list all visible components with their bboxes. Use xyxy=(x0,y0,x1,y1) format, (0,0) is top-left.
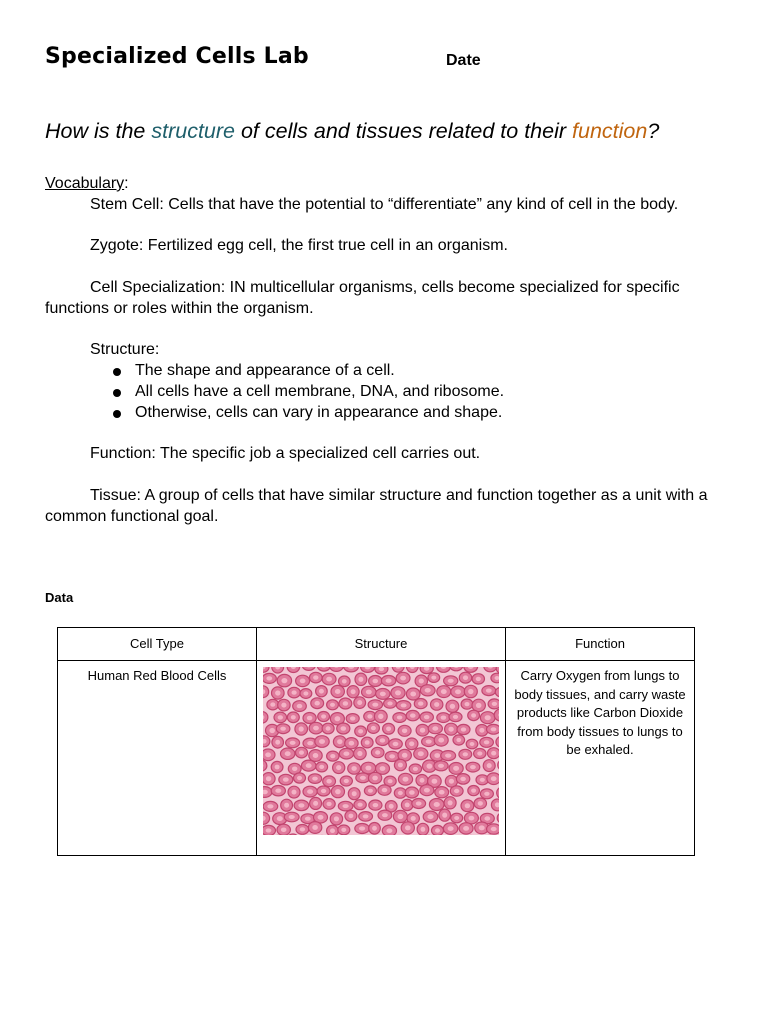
tissue-definition: Tissue: A group of cells that have similar structure and function together as a unit with a common functional goal. xyxy=(45,486,708,525)
vocabulary-section xyxy=(45,174,735,528)
structure-heading: Structure: xyxy=(90,341,160,359)
function-value: Carry Oxygen from lungs to body tissues, and carry waste products like Carbon Dioxide from body tissues to lungs to be exhaled. xyxy=(506,661,695,856)
vocabulary-colon: : xyxy=(124,175,129,192)
table-header-row xyxy=(58,628,695,661)
list-item: Otherwise, cells can vary in appearance and shape. xyxy=(135,403,735,424)
cell-type-value: Human Red Blood Cells xyxy=(58,661,257,856)
question-part-2: of cells and tissues related to their xyxy=(235,119,573,143)
red-blood-cells-micrograph xyxy=(263,667,499,835)
guiding-question xyxy=(45,119,659,144)
vocabulary-heading-line xyxy=(45,174,735,195)
stem-cell-definition: Stem Cell: Cells that have the potential to “differentiate” any kind of cell in the body. xyxy=(90,195,679,213)
cell-data-table xyxy=(57,627,695,856)
data-section-label: Data xyxy=(45,590,74,605)
date-label: Date xyxy=(446,52,481,69)
structure-bullet-list xyxy=(45,361,735,423)
header-function: Function xyxy=(506,628,695,661)
table-row xyxy=(58,661,695,856)
function-definition: Function: The specific job a specialized cell carries out. xyxy=(90,445,481,463)
cell-specialization-definition: Cell Specialization: IN multicellular organisms, cells become specialized for specific functions or roles within the organism. xyxy=(45,278,680,317)
structure-image-cell xyxy=(257,661,506,856)
question-function-word: function xyxy=(572,119,648,143)
zygote-definition: Zygote: Fertilized egg cell, the first true cell in an organism. xyxy=(90,237,508,255)
question-part-1: How is the xyxy=(45,119,152,143)
page-title: Specialized Cells Lab xyxy=(45,44,309,69)
list-item: All cells have a cell membrane, DNA, and ribosome. xyxy=(135,382,735,403)
bullet-dot-icon xyxy=(113,410,121,418)
list-item: The shape and appearance of a cell. xyxy=(135,361,735,382)
question-structure-word: structure xyxy=(151,119,235,143)
header-cell-type: Cell Type xyxy=(58,628,257,661)
header-structure: Structure xyxy=(257,628,506,661)
bullet-dot-icon xyxy=(113,368,121,376)
bullet-dot-icon xyxy=(113,389,121,397)
question-part-3: ? xyxy=(647,119,660,143)
vocabulary-heading: Vocabulary xyxy=(45,175,125,192)
